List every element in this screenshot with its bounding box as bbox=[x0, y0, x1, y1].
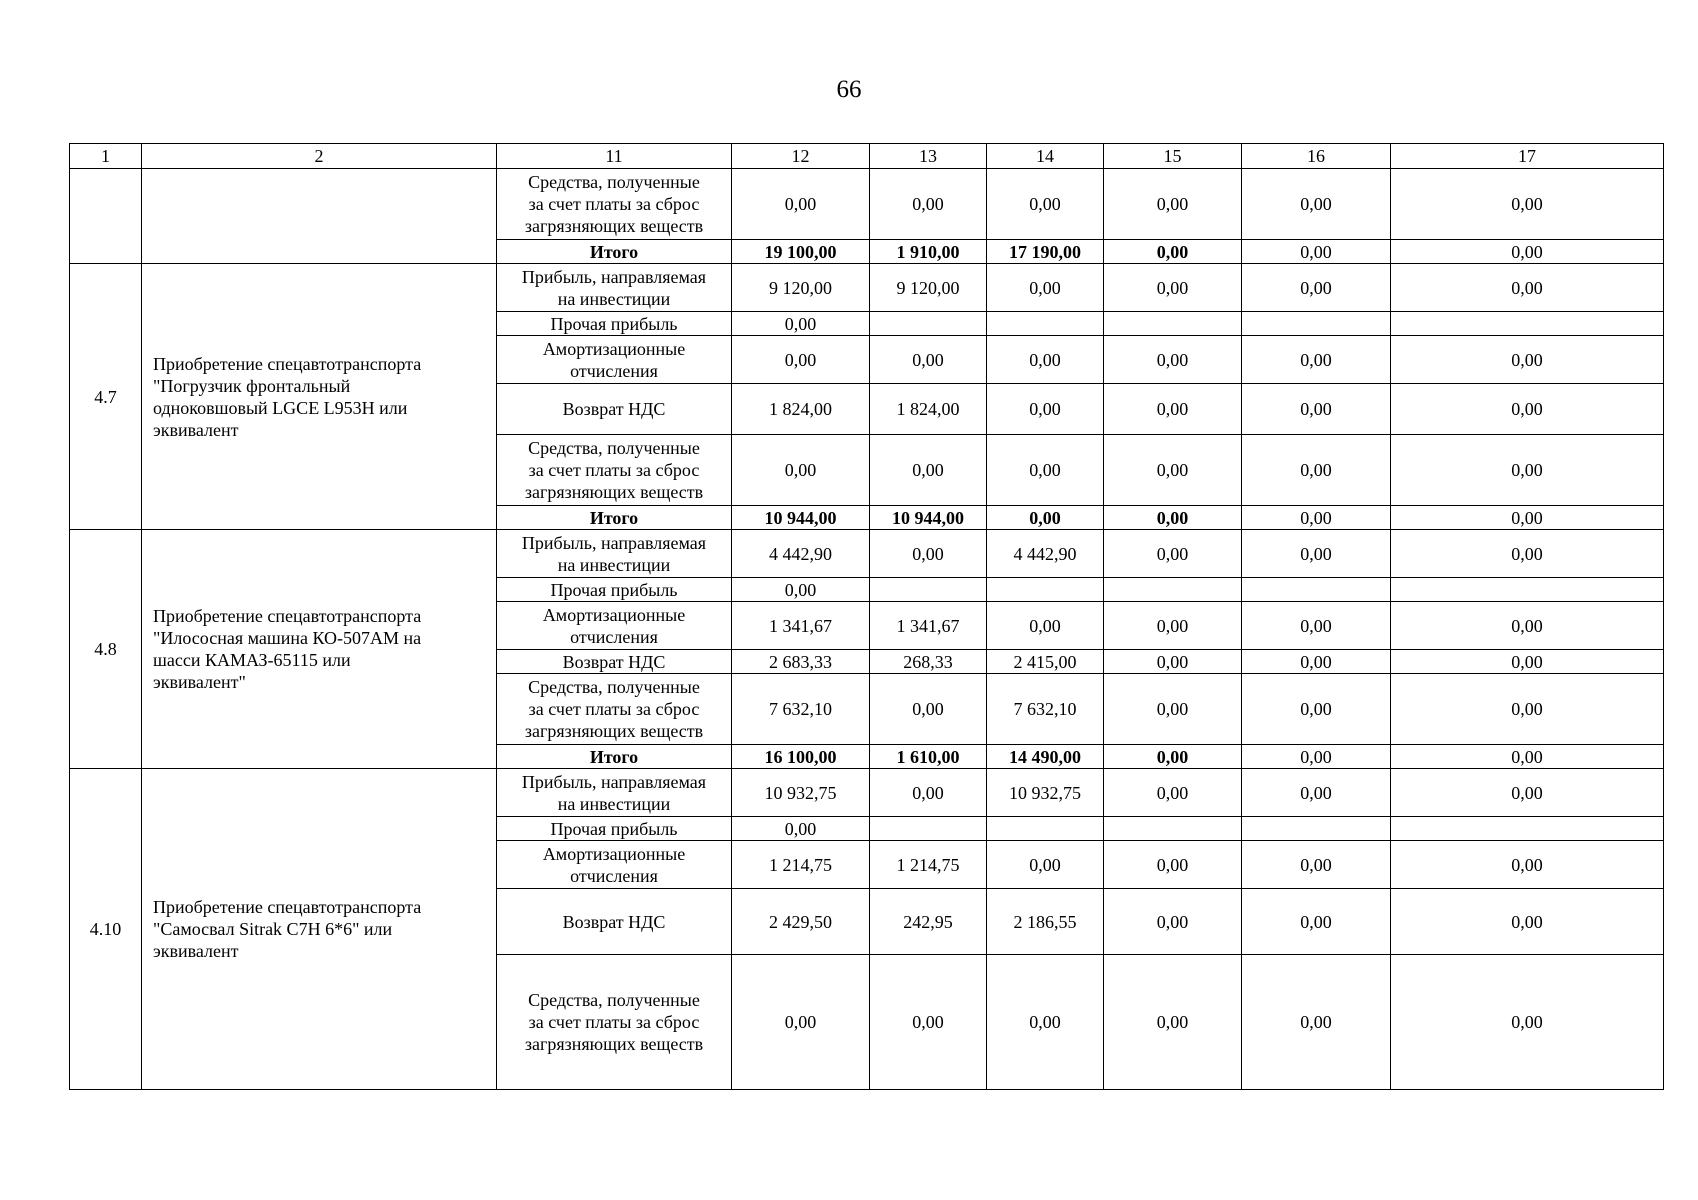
funding-source-cell: Возврат НДС bbox=[497, 889, 732, 955]
column-header: 11 bbox=[497, 144, 732, 169]
funding-source-cell: Возврат НДС bbox=[497, 650, 732, 674]
column-header: 16 bbox=[1242, 144, 1391, 169]
value-cell: 4 442,90 bbox=[987, 530, 1104, 578]
value-cell: 0,00 bbox=[1104, 435, 1242, 506]
total-value: 0,00 bbox=[1242, 745, 1391, 769]
table-row bbox=[70, 169, 1664, 240]
value-cell: 0,00 bbox=[1391, 264, 1664, 312]
funding-source-cell: Прибыль, направляемая на инвестиции bbox=[497, 264, 732, 312]
value-cell: 0,00 bbox=[1104, 674, 1242, 745]
value-cell: 2 186,55 bbox=[987, 889, 1104, 955]
value-cell: 0,00 bbox=[1391, 336, 1664, 384]
value-cell: 0,00 bbox=[987, 602, 1104, 650]
value-cell: 0,00 bbox=[1242, 889, 1391, 955]
total-value: 0,00 bbox=[1104, 240, 1242, 264]
value-cell bbox=[1242, 817, 1391, 841]
total-value: 0,00 bbox=[1242, 506, 1391, 530]
value-cell: 0,00 bbox=[1104, 650, 1242, 674]
value-cell: 0,00 bbox=[870, 336, 987, 384]
value-cell bbox=[870, 817, 987, 841]
funding-source-cell: Амортизационные отчисления bbox=[497, 336, 732, 384]
value-cell: 0,00 bbox=[987, 435, 1104, 506]
value-cell: 9 120,00 bbox=[870, 264, 987, 312]
value-cell: 0,00 bbox=[1104, 841, 1242, 889]
value-cell: 0,00 bbox=[987, 841, 1104, 889]
table-row bbox=[70, 530, 1664, 578]
column-header: 13 bbox=[870, 144, 987, 169]
value-cell: 0,00 bbox=[1104, 169, 1242, 240]
value-cell: 242,95 bbox=[870, 889, 987, 955]
funding-source-cell: Средства, полученные за счет платы за сброс загрязняющих веществ bbox=[497, 955, 732, 1090]
value-cell bbox=[987, 578, 1104, 602]
value-cell bbox=[1104, 817, 1242, 841]
value-cell: 0,00 bbox=[1242, 955, 1391, 1090]
value-cell: 0,00 bbox=[1391, 769, 1664, 817]
item-number-cell: 4.10 bbox=[70, 769, 142, 1090]
column-header: 2 bbox=[142, 144, 497, 169]
value-cell: 0,00 bbox=[870, 955, 987, 1090]
value-cell: 0,00 bbox=[870, 769, 987, 817]
funding-source-cell: Амортизационные отчисления bbox=[497, 841, 732, 889]
value-cell: 0,00 bbox=[1104, 602, 1242, 650]
value-cell: 0,00 bbox=[1242, 336, 1391, 384]
funding-source-cell: Прибыль, направляемая на инвестиции bbox=[497, 530, 732, 578]
value-cell: 0,00 bbox=[1104, 336, 1242, 384]
value-cell: 0,00 bbox=[1242, 384, 1391, 435]
column-number-row bbox=[70, 144, 1664, 169]
funding-source-cell: Прочая прибыль bbox=[497, 578, 732, 602]
value-cell: 1 214,75 bbox=[732, 841, 870, 889]
total-value: 14 490,00 bbox=[987, 745, 1104, 769]
item-description-cell: Приобретение спецавтотранспорта "Самосвал Sitrak C7H 6*6" или эквивалент bbox=[142, 769, 497, 1090]
value-cell: 1 214,75 bbox=[870, 841, 987, 889]
value-cell: 1 824,00 bbox=[732, 384, 870, 435]
value-cell bbox=[1104, 312, 1242, 336]
value-cell: 0,00 bbox=[1391, 650, 1664, 674]
value-cell: 0,00 bbox=[870, 674, 987, 745]
total-value: 0,00 bbox=[1391, 506, 1664, 530]
item-description-cell: Приобретение спецавтотранспорта "Илососная машина КО-507АМ на шасси КАМАЗ-65115 или эквивалент" bbox=[142, 530, 497, 769]
value-cell: 0,00 bbox=[732, 435, 870, 506]
value-cell: 0,00 bbox=[1242, 435, 1391, 506]
total-label: Итого bbox=[497, 745, 732, 769]
total-value: 1 610,00 bbox=[870, 745, 987, 769]
item-description-cell bbox=[142, 169, 497, 264]
value-cell: 0,00 bbox=[870, 169, 987, 240]
value-cell: 0,00 bbox=[1391, 530, 1664, 578]
value-cell: 0,00 bbox=[1242, 530, 1391, 578]
value-cell: 0,00 bbox=[1391, 955, 1664, 1090]
value-cell bbox=[987, 817, 1104, 841]
value-cell: 0,00 bbox=[1104, 889, 1242, 955]
column-header: 1 bbox=[70, 144, 142, 169]
value-cell: 1 341,67 bbox=[732, 602, 870, 650]
value-cell: 0,00 bbox=[1242, 650, 1391, 674]
value-cell: 10 932,75 bbox=[732, 769, 870, 817]
value-cell: 0,00 bbox=[987, 384, 1104, 435]
column-header: 12 bbox=[732, 144, 870, 169]
value-cell bbox=[1242, 312, 1391, 336]
value-cell: 1 824,00 bbox=[870, 384, 987, 435]
value-cell: 0,00 bbox=[1104, 769, 1242, 817]
value-cell: 1 341,67 bbox=[870, 602, 987, 650]
funding-source-cell: Средства, полученные за счет платы за сброс загрязняющих веществ bbox=[497, 435, 732, 506]
value-cell: 0,00 bbox=[1242, 264, 1391, 312]
value-cell: 9 120,00 bbox=[732, 264, 870, 312]
value-cell bbox=[1391, 578, 1664, 602]
total-value: 0,00 bbox=[1391, 240, 1664, 264]
item-number-cell: 4.8 bbox=[70, 530, 142, 769]
value-cell: 0,00 bbox=[870, 530, 987, 578]
value-cell: 7 632,10 bbox=[732, 674, 870, 745]
total-value: 0,00 bbox=[1242, 240, 1391, 264]
funding-source-cell: Прочая прибыль bbox=[497, 312, 732, 336]
value-cell bbox=[1391, 817, 1664, 841]
value-cell: 0,00 bbox=[1104, 955, 1242, 1090]
total-value: 19 100,00 bbox=[732, 240, 870, 264]
value-cell: 2 415,00 bbox=[987, 650, 1104, 674]
value-cell: 4 442,90 bbox=[732, 530, 870, 578]
value-cell: 0,00 bbox=[1104, 384, 1242, 435]
value-cell: 0,00 bbox=[732, 955, 870, 1090]
funding-table bbox=[69, 143, 1664, 1090]
funding-source-cell: Амортизационные отчисления bbox=[497, 602, 732, 650]
value-cell: 0,00 bbox=[1391, 841, 1664, 889]
value-cell: 2 683,33 bbox=[732, 650, 870, 674]
value-cell: 0,00 bbox=[1242, 674, 1391, 745]
funding-source-cell: Средства, полученные за счет платы за сброс загрязняющих веществ bbox=[497, 674, 732, 745]
column-header: 14 bbox=[987, 144, 1104, 169]
value-cell: 0,00 bbox=[987, 264, 1104, 312]
total-value: 0,00 bbox=[1391, 745, 1664, 769]
column-header: 15 bbox=[1104, 144, 1242, 169]
total-value: 0,00 bbox=[987, 506, 1104, 530]
value-cell bbox=[987, 312, 1104, 336]
funding-source-cell: Средства, полученные за счет платы за сброс загрязняющих веществ bbox=[497, 169, 732, 240]
value-cell: 0,00 bbox=[1391, 384, 1664, 435]
value-cell: 0,00 bbox=[1391, 169, 1664, 240]
value-cell: 0,00 bbox=[1242, 769, 1391, 817]
value-cell bbox=[1391, 312, 1664, 336]
value-cell bbox=[870, 578, 987, 602]
total-value: 10 944,00 bbox=[870, 506, 987, 530]
value-cell: 0,00 bbox=[1391, 435, 1664, 506]
value-cell bbox=[870, 312, 987, 336]
total-value: 10 944,00 bbox=[732, 506, 870, 530]
funding-source-cell: Прочая прибыль bbox=[497, 817, 732, 841]
value-cell: 0,00 bbox=[732, 169, 870, 240]
value-cell: 0,00 bbox=[732, 312, 870, 336]
item-description-cell: Приобретение спецавтотранспорта "Погрузчик фронтальный одноковшовый LGCE L953H или эквивалент bbox=[142, 264, 497, 530]
value-cell: 0,00 bbox=[1391, 602, 1664, 650]
value-cell: 268,33 bbox=[870, 650, 987, 674]
value-cell: 0,00 bbox=[987, 336, 1104, 384]
column-header: 17 bbox=[1391, 144, 1664, 169]
total-value: 0,00 bbox=[1104, 506, 1242, 530]
total-label: Итого bbox=[497, 506, 732, 530]
funding-source-cell: Прибыль, направляемая на инвестиции bbox=[497, 769, 732, 817]
value-cell bbox=[1104, 578, 1242, 602]
total-label: Итого bbox=[497, 240, 732, 264]
value-cell: 0,00 bbox=[987, 169, 1104, 240]
total-value: 17 190,00 bbox=[987, 240, 1104, 264]
table-row bbox=[70, 769, 1664, 817]
value-cell: 0,00 bbox=[732, 817, 870, 841]
funding-source-cell: Возврат НДС bbox=[497, 384, 732, 435]
page-number: 66 bbox=[836, 76, 862, 103]
value-cell: 0,00 bbox=[1104, 264, 1242, 312]
item-number-cell bbox=[70, 169, 142, 264]
value-cell: 0,00 bbox=[1391, 674, 1664, 745]
total-value: 16 100,00 bbox=[732, 745, 870, 769]
item-number-cell: 4.7 bbox=[70, 264, 142, 530]
value-cell: 0,00 bbox=[1242, 841, 1391, 889]
value-cell: 0,00 bbox=[1242, 602, 1391, 650]
value-cell: 0,00 bbox=[1391, 889, 1664, 955]
total-value: 0,00 bbox=[1104, 745, 1242, 769]
value-cell: 0,00 bbox=[732, 578, 870, 602]
value-cell: 0,00 bbox=[870, 435, 987, 506]
total-value: 1 910,00 bbox=[870, 240, 987, 264]
value-cell: 10 932,75 bbox=[987, 769, 1104, 817]
value-cell: 0,00 bbox=[1242, 169, 1391, 240]
value-cell bbox=[1242, 578, 1391, 602]
value-cell: 2 429,50 bbox=[732, 889, 870, 955]
value-cell: 7 632,10 bbox=[987, 674, 1104, 745]
value-cell: 0,00 bbox=[987, 955, 1104, 1090]
table-row bbox=[70, 264, 1664, 312]
value-cell: 0,00 bbox=[732, 336, 870, 384]
value-cell: 0,00 bbox=[1104, 530, 1242, 578]
